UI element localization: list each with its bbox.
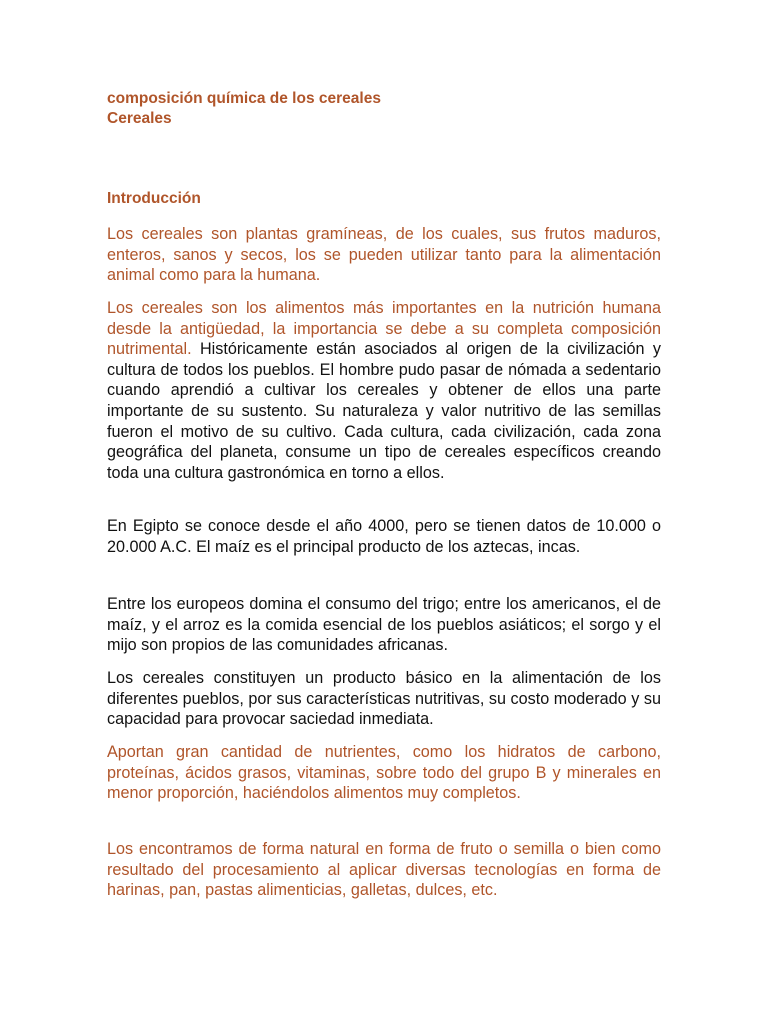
paragraph-6: [107, 742, 661, 804]
section-heading: Introducción: [107, 190, 201, 207]
title-block: [107, 89, 661, 129]
paragraph-3: [107, 516, 661, 557]
paragraph-3-body-text: En Egipto se conoce desde el año 4000, pero se tienen datos de 10.000 o 20.000 A.C. El maíz es el principal producto de los aztecas, incas.: [107, 517, 661, 556]
paragraph-6-accent-text: Aportan gran cantidad de nutrientes, como los hidratos de carbono, proteínas, ácidos grasos, vitaminas, sobre todo del grupo B y minerales en menor proporción, haciéndolos alimentos muy completos.: [107, 743, 661, 803]
paragraph-2: [107, 298, 661, 483]
document-page: [107, 0, 661, 1024]
paragraph-1-accent-text: Los cereales son plantas gramíneas, de los cuales, sus frutos maduros, enteros, sanos y secos, los se pueden utilizar tanto para la alimentación animal como para la humana.: [107, 225, 661, 285]
paragraph-5-body-text: Los cereales constituyen un producto básico en la alimentación de los diferentes pueblos, por sus características nutritivas, su costo moderado y su capacidad para provocar saciedad inmediata.: [107, 669, 661, 729]
paragraph-1: [107, 224, 661, 286]
document-title: composición química de los cereales: [107, 90, 381, 107]
paragraph-4: [107, 594, 661, 656]
paragraph-2-body-text: Históricamente están asociados al origen de la civilización y cultura de todos los pueblos. El hombre pudo pasar de nómada a sedentario cuando aprendió a cultivar los cereales y obtener de ellos una parte importante de su sustento. Su naturaleza y valor nutritivo de las semillas fueron el motivo de su cultivo. Cada cultura, cada civilización, cada zona geográfica del planeta, consume un tipo de cereales específicos creando toda una cultura gastronómica en torno a ellos.: [107, 340, 661, 482]
paragraph-2-accent-text: Los cereales son los alimentos más importantes en la nutrición humana desde la antigüedad, la importancia se debe a su completa composición nutrimental.: [107, 299, 661, 359]
paragraph-7: [107, 839, 661, 901]
paragraph-4-body-text: Entre los europeos domina el consumo del trigo; entre los americanos, el de maíz, y el arroz es la comida esencial de los pueblos asiáticos; el sorgo y el mijo son propios de las comunidades africanas.: [107, 595, 661, 655]
paragraph-7-accent-text: Los encontramos de forma natural en forma de fruto o semilla o bien como resultado del procesamiento al aplicar diversas tecnologías en forma de harinas, pan, pastas alimenticias, galletas, dulces, etc.: [107, 840, 661, 900]
document-subtitle: Cereales: [107, 110, 172, 127]
paragraph-5: [107, 668, 661, 730]
